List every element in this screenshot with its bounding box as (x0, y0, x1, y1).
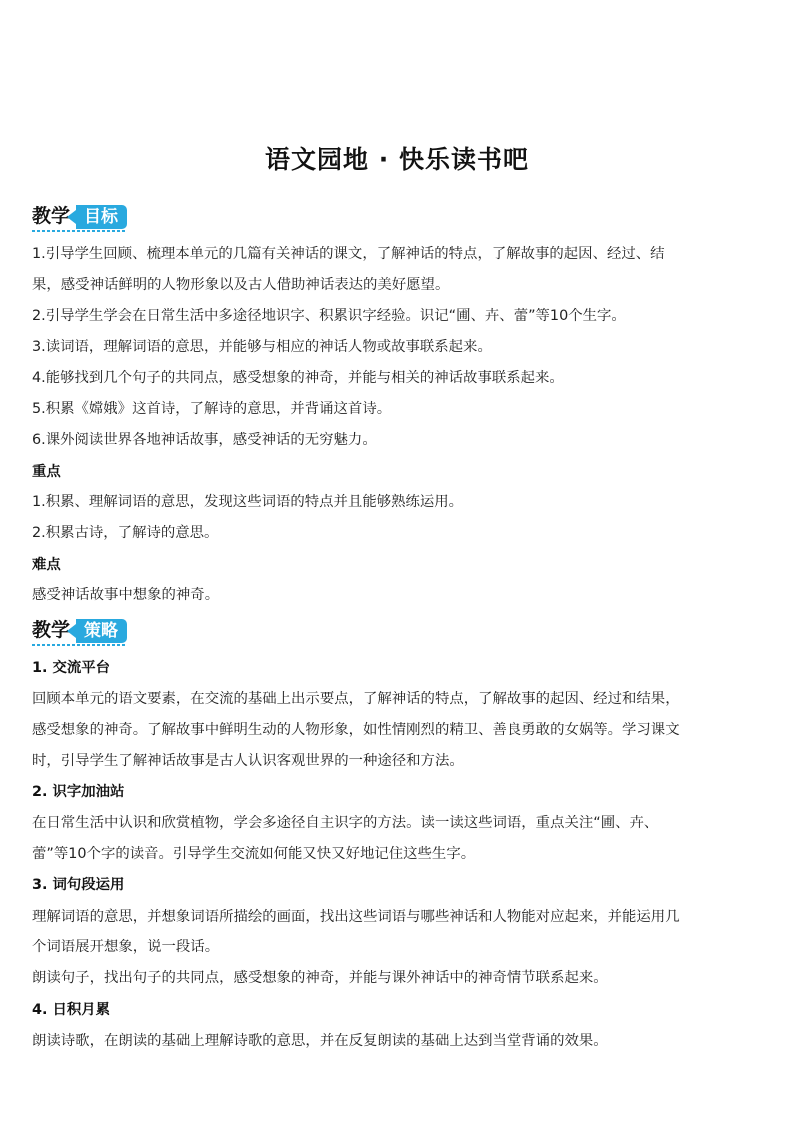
strategy-3-line-3: 朗读句子，找出句子的共同点，感受想象的神奇，并能与课外神话中的神奇情节联系起来。 (32, 970, 608, 986)
goal-item-4: 4.能够找到几个句子的共同点，感受想象的神奇，并能与相关的神话故事联系起来。 (32, 370, 564, 386)
key-point-item-1: 1.积累、理解词语的意思，发现这些词语的特点并且能够熟练运用。 (32, 494, 464, 510)
strategy-header-word: 教学 (32, 619, 71, 641)
difficulty-text: 感受神话故事中想象的神奇。 (32, 587, 220, 603)
goal-item-5: 5.积累《嫦娥》这首诗，了解诗的意思，并背诵这首诗。 (32, 401, 392, 417)
strategy-section-header (32, 614, 127, 646)
goals-section-header (32, 200, 127, 232)
goals-header-tag: 目标 (76, 205, 127, 229)
key-points-label: 重点 (32, 464, 61, 480)
goals-header-word: 教学 (32, 205, 71, 227)
goal-item-1-line-2: 果，感受神话鲜明的人物形象以及古人借助神话表达的美好愿望。 (32, 277, 450, 293)
strategy-3-line-1: 理解词语的意思，并想象词语所描绘的画面，找出这些词语与哪些神话和人物能对应起来，并能运用几 (32, 909, 680, 925)
strategy-1-line-1: 回顾本单元的语文要素，在交流的基础上出示要点，了解神话的特点，了解故事的起因、经过和结果， (32, 691, 680, 707)
strategy-4-line-1: 朗读诗歌，在朗读的基础上理解诗歌的意思，并在反复朗读的基础上达到当堂背诵的效果。 (32, 1033, 608, 1049)
strategy-2-title: 2. 识字加油站 (32, 784, 125, 800)
strategy-1-title: 1. 交流平台 (32, 660, 111, 676)
goal-item-3: 3.读词语，理解词语的意思，并能够与相应的神话人物或故事联系起来。 (32, 339, 492, 355)
strategy-2-line-1: 在日常生活中认识和欣赏植物，学会多途径自主识字的方法。读一读这些词语，重点关注“圃、卉、 (32, 815, 659, 831)
strategy-4-title: 4. 日积月累 (32, 1002, 111, 1018)
strategy-2-line-2: 蕾”等10个字的读音。引导学生交流如何能又快又好地记住这些生字。 (32, 846, 476, 862)
page-title: 语文园地 · 快乐读书吧 (265, 145, 529, 174)
goal-item-2: 2.引导学生学会在日常生活中多途径地识字、积累识字经验。识记“圃、卉、蕾”等10个生字。 (32, 308, 626, 324)
difficulty-label: 难点 (32, 557, 61, 573)
strategy-1-line-3: 时，引导学生了解神话故事是古人认识客观世界的一种途径和方法。 (32, 753, 464, 769)
goal-item-1-line-1: 1.引导学生回顾、梳理本单元的几篇有关神话的课文，了解神话的特点，了解故事的起因、经过、结 (32, 246, 665, 262)
strategy-1-line-2: 感受想象的神奇。了解故事中鲜明生动的人物形象，如性情刚烈的精卫、善良勇敢的女娲等。学习课文 (32, 722, 680, 738)
strategy-3-title: 3. 词句段运用 (32, 877, 125, 893)
key-point-item-2: 2.积累古诗，了解诗的意思。 (32, 525, 219, 541)
strategy-3-line-2: 个词语展开想象，说一段话。 (32, 939, 220, 955)
header-underline (32, 230, 127, 232)
header-underline (32, 644, 127, 646)
strategy-header-tag: 策略 (76, 619, 127, 643)
goal-item-6: 6.课外阅读世界各地神话故事，感受神话的无穷魅力。 (32, 432, 377, 448)
